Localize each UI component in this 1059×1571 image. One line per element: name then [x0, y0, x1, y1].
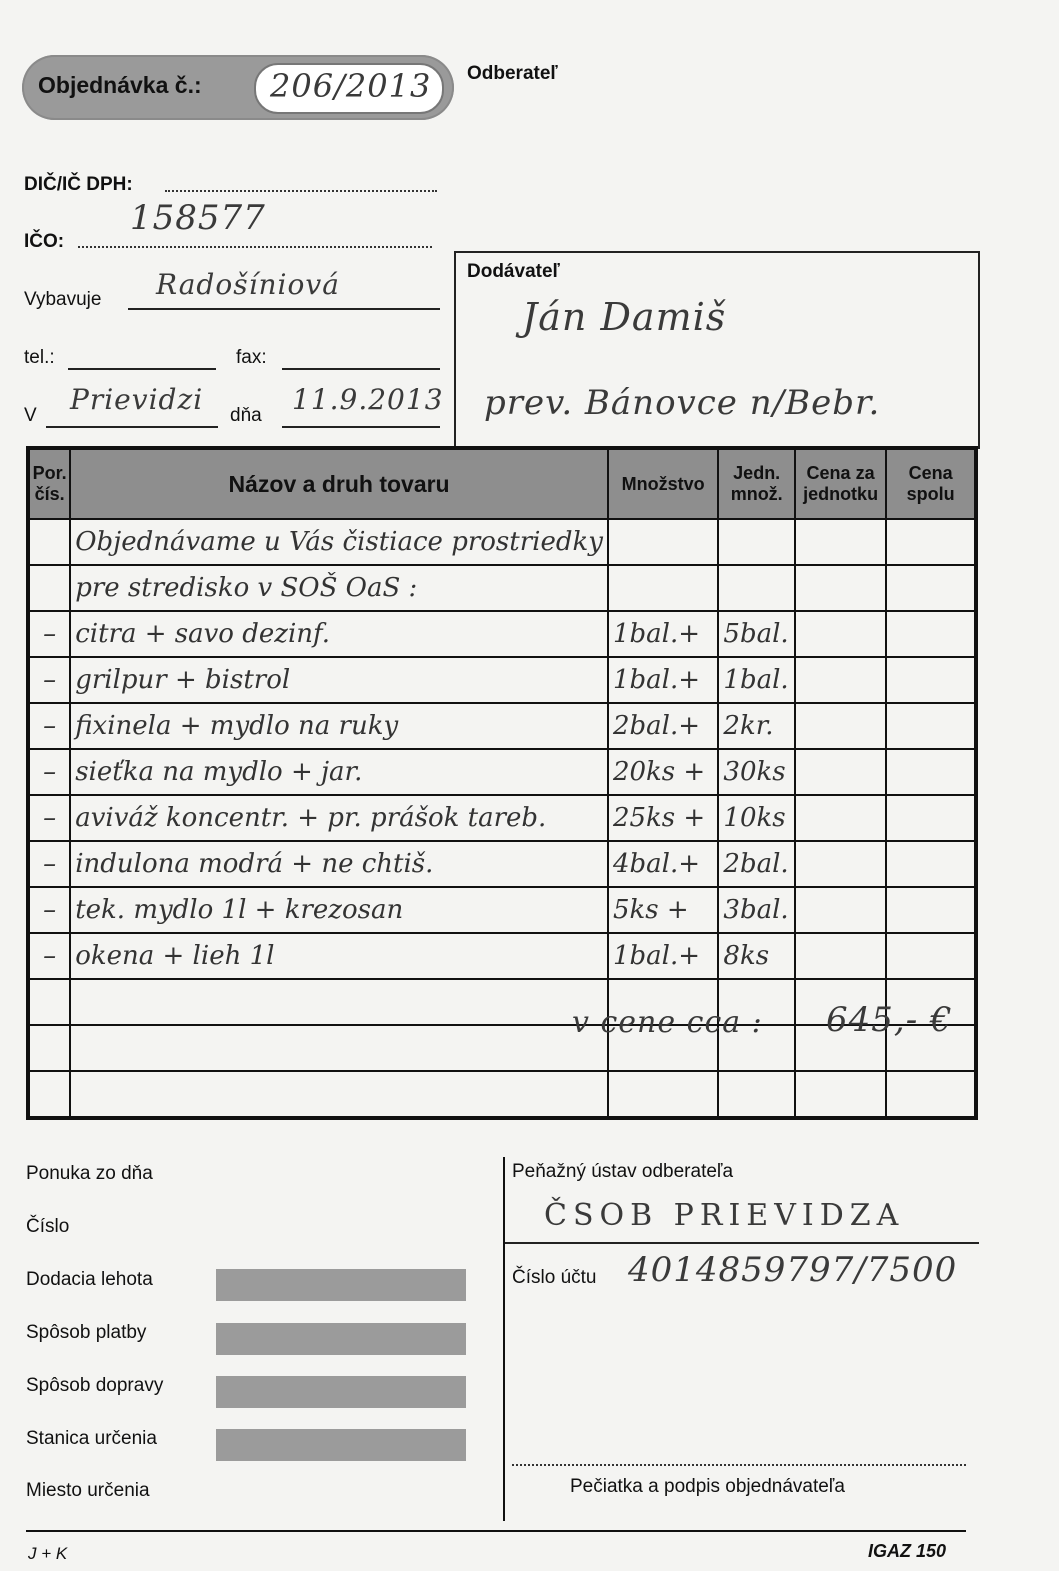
table-cell-name[interactable]: pre stredisko v SOŠ OaS : — [70, 565, 608, 611]
order-number-box — [22, 55, 454, 120]
place-label: V — [24, 405, 37, 426]
table-cell-price[interactable] — [795, 565, 886, 611]
table-cell-por[interactable] — [28, 565, 70, 611]
table-cell-name[interactable]: sieťka na mydlo + jar. — [70, 749, 608, 795]
table-row — [28, 887, 976, 933]
payment-label: Spôsob platby — [26, 1322, 147, 1343]
fax-label: fax: — [236, 347, 267, 368]
table-cell-qty[interactable]: 2bal.+ — [608, 703, 718, 749]
table-cell-unit[interactable] — [718, 1071, 795, 1118]
table-cell-total[interactable] — [886, 841, 976, 887]
supplier-name: Ján Damiš — [522, 295, 727, 339]
table-cell-por[interactable]: – — [28, 611, 70, 657]
table-cell-unit[interactable]: 2kr. — [718, 703, 795, 749]
table-cell-total[interactable] — [886, 703, 976, 749]
table-cell-por[interactable]: – — [28, 841, 70, 887]
table-cell-total[interactable] — [886, 519, 976, 565]
account-value: 4014859797/7500 — [628, 1250, 958, 1290]
table-cell-unit[interactable]: 1bal. — [718, 657, 795, 703]
date-label: dňa — [230, 405, 262, 426]
table-cell-por[interactable]: – — [28, 703, 70, 749]
delivery-field[interactable] — [216, 1269, 466, 1301]
tel-field[interactable] — [68, 352, 216, 370]
delivery-label: Dodacia lehota — [26, 1269, 153, 1290]
supplier-box — [454, 251, 980, 449]
table-cell-unit[interactable]: 10ks — [718, 795, 795, 841]
table-cell-total[interactable] — [886, 933, 976, 979]
table-cell-name[interactable]: grilpur + bistrol — [70, 657, 608, 703]
table-cell-name[interactable]: aviváž koncentr. + pr. prášok tareb. — [70, 795, 608, 841]
price-note: v cene cca : — [572, 1005, 763, 1040]
destination-label: Miesto určenia — [26, 1480, 150, 1501]
table-cell-total[interactable] — [886, 1071, 976, 1118]
table-row — [28, 565, 976, 611]
table-cell-total[interactable] — [886, 657, 976, 703]
table-cell-por[interactable] — [28, 1071, 70, 1118]
header-unit-price: Cena za jednotku — [795, 448, 886, 519]
table-cell-price[interactable] — [795, 933, 886, 979]
header-unit: Jedn. množ. — [718, 448, 795, 519]
order-label: Objednávka č.: — [38, 72, 202, 98]
table-cell-por[interactable] — [28, 519, 70, 565]
table-cell-qty[interactable]: 20ks + — [608, 749, 718, 795]
station-field[interactable] — [216, 1429, 466, 1461]
table-cell-por[interactable]: – — [28, 887, 70, 933]
table-cell-name[interactable]: indulona modrá + ne chtiš. — [70, 841, 608, 887]
table-cell-price[interactable] — [795, 1071, 886, 1118]
table-cell-name[interactable]: citra + savo dezinf. — [70, 611, 608, 657]
table-cell-qty[interactable] — [608, 1071, 718, 1118]
ico-label: IČO: — [24, 231, 65, 252]
table-row — [28, 933, 976, 979]
table-cell-price[interactable] — [795, 749, 886, 795]
header-name: Názov a druh tovaru — [70, 448, 608, 519]
table-cell-name[interactable]: fixinela + mydlo na ruky — [70, 703, 608, 749]
table-cell-name[interactable]: tek. mydlo 1l + krezosan — [70, 887, 608, 933]
table-cell-total[interactable] — [886, 611, 976, 657]
table-cell-por[interactable] — [28, 1025, 70, 1071]
buyer-label: Odberateľ — [467, 63, 558, 84]
header-por: Por. čís. — [28, 448, 70, 519]
stamp-label: Pečiatka a podpis objednávateľa — [570, 1476, 845, 1497]
table-cell-price[interactable] — [795, 611, 886, 657]
number-label: Číslo — [26, 1216, 70, 1237]
table-header-row — [28, 448, 976, 519]
table-row — [28, 611, 976, 657]
place-value: Prievidzi — [70, 383, 204, 416]
footer-form-code: IGAZ 150 — [868, 1541, 947, 1561]
table-row — [28, 703, 976, 749]
supplier-label: Dodávateľ — [467, 261, 560, 282]
table-cell-qty[interactable]: 4bal.+ — [608, 841, 718, 887]
station-label: Stanica určenia — [26, 1428, 157, 1449]
table-cell-unit[interactable] — [718, 519, 795, 565]
table-cell-por[interactable]: – — [28, 749, 70, 795]
table-cell-unit[interactable]: 8ks — [718, 933, 795, 979]
fax-field[interactable] — [282, 352, 440, 370]
table-cell-por[interactable] — [28, 979, 70, 1025]
order-number-field[interactable] — [254, 63, 444, 114]
header-total: Cena spolu — [886, 448, 976, 519]
handled-by-value: Radošíniová — [156, 268, 340, 301]
dic-label: DIČ/IČ DPH: — [24, 174, 133, 195]
table-cell-name[interactable]: Objednávame u Vás čistiace prostriedky — [70, 519, 608, 565]
table-cell-price[interactable] — [795, 519, 886, 565]
table-cell-unit[interactable] — [718, 565, 795, 611]
footer-rule — [26, 1530, 966, 1532]
ico-value: 158577 — [130, 198, 266, 238]
transport-field[interactable] — [216, 1376, 466, 1408]
table-cell-unit[interactable]: 30ks — [718, 749, 795, 795]
table-cell-unit[interactable]: 2bal. — [718, 841, 795, 887]
table-cell-name[interactable] — [70, 1071, 608, 1118]
table-cell-price[interactable] — [795, 841, 886, 887]
table-cell-qty[interactable]: 5ks + — [608, 887, 718, 933]
table-cell-total[interactable] — [886, 887, 976, 933]
table-cell-por[interactable]: – — [28, 933, 70, 979]
table-row — [28, 657, 976, 703]
table-cell-name[interactable]: okena + lieh 1l — [70, 933, 608, 979]
bank-label: Peňažný ústav odberateľa — [512, 1161, 734, 1182]
bank-line — [505, 1242, 979, 1244]
table-row — [28, 841, 976, 887]
table-row — [28, 519, 976, 565]
transport-label: Spôsob dopravy — [26, 1375, 164, 1396]
bank-value: ČSOB PRIEVIDZA — [544, 1198, 905, 1233]
dic-field[interactable] — [165, 174, 437, 192]
table-cell-name[interactable] — [70, 979, 608, 1025]
table-cell-total[interactable] — [886, 565, 976, 611]
date-value: 11.9.2013 — [292, 383, 444, 416]
table-row — [28, 795, 976, 841]
table-cell-unit[interactable]: 5bal. — [718, 611, 795, 657]
table-cell-qty[interactable]: 1bal.+ — [608, 611, 718, 657]
supplier-address: prev. Bánovce n/Bebr. — [484, 383, 881, 423]
table-cell-qty[interactable] — [608, 565, 718, 611]
account-label: Číslo účtu — [512, 1267, 597, 1288]
header-qty: Množstvo — [608, 448, 718, 519]
table-cell-total[interactable] — [886, 795, 976, 841]
order-number-value: 206/2013 — [270, 67, 432, 105]
table-row — [28, 1071, 976, 1118]
footer-divider — [503, 1157, 505, 1521]
table-cell-por[interactable]: – — [28, 795, 70, 841]
table-cell-price[interactable] — [795, 795, 886, 841]
table-cell-unit[interactable]: 3bal. — [718, 887, 795, 933]
offer-date-label: Ponuka zo dňa — [26, 1163, 153, 1184]
table-cell-qty[interactable]: 1bal.+ — [608, 657, 718, 703]
table-cell-total[interactable] — [886, 749, 976, 795]
footer-left-code: J + K — [28, 1544, 68, 1563]
table-cell-price[interactable] — [795, 703, 886, 749]
price-total: 645,- € — [826, 1000, 953, 1040]
table-cell-price[interactable] — [795, 887, 886, 933]
table-cell-qty[interactable] — [608, 519, 718, 565]
table-cell-por[interactable]: – — [28, 657, 70, 703]
table-cell-qty[interactable]: 25ks + — [608, 795, 718, 841]
handled-by-label: Vybavuje — [24, 289, 102, 310]
table-cell-price[interactable] — [795, 657, 886, 703]
table-row — [28, 749, 976, 795]
table-cell-qty[interactable]: 1bal.+ — [608, 933, 718, 979]
signature-line[interactable] — [512, 1462, 966, 1466]
payment-field[interactable] — [216, 1323, 466, 1355]
tel-label: tel.: — [24, 347, 55, 368]
table-cell-name[interactable] — [70, 1025, 608, 1071]
